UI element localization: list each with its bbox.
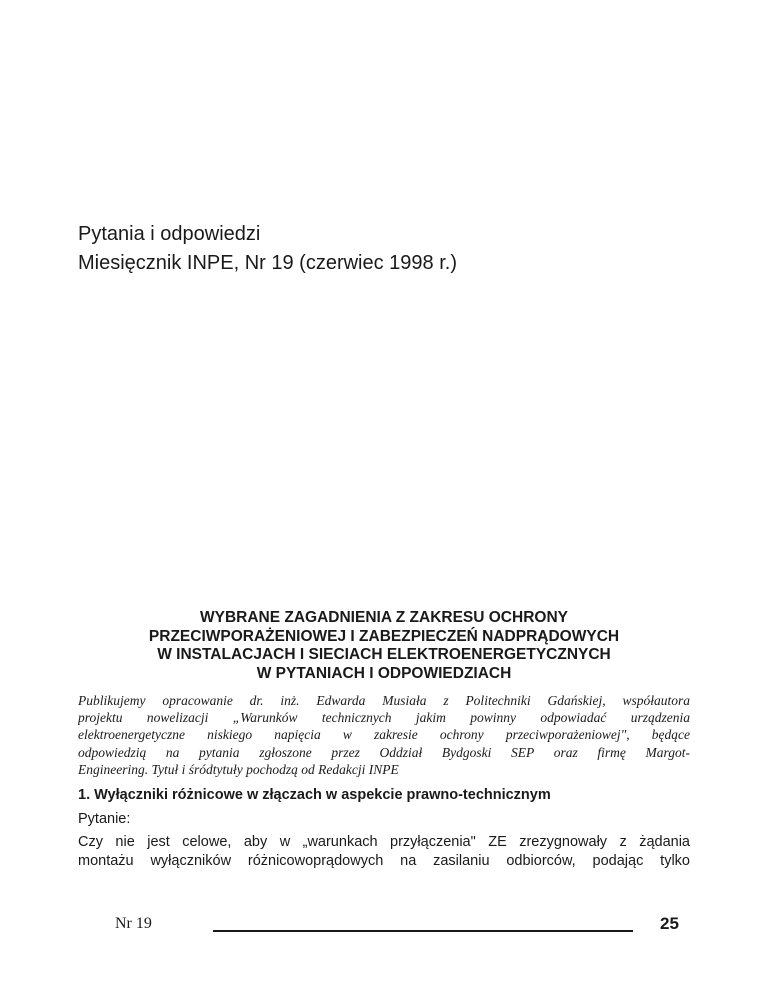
header-line-2: Miesięcznik INPE, Nr 19 (czerwiec 1998 r.): [78, 252, 458, 274]
page-header: [78, 220, 457, 278]
section-heading: 1. Wyłączniki różnicowe w złączach w aspekcie prawno-technicznym: [78, 787, 551, 803]
intro-line: projektu nowelizacji „Warunków technicznych jakim powinny odpowiadać urządzenia: [78, 710, 690, 726]
question-line: Czy nie jest celowe, aby w „warunkach przyłączenia" ZE zrezygnowały z żądania: [78, 834, 690, 850]
intro-line: odpowiedzią na pytania zgłoszone przez Oddział Bydgoski SEP oraz firmę Margot-: [78, 744, 690, 760]
title-line: W INSTALACJACH I SIECIACH ELEKTROENERGETYCZNYCH: [157, 646, 611, 663]
intro-line: Publikujemy opracowanie dr. inż. Edwarda Musiała z Politechniki Gdańskiej, współautora: [78, 693, 690, 708]
question-label: Pytanie:: [78, 811, 131, 827]
intro-line: Engineering. Tytuł i śródtytuły pochodzą od Redakcji INPE: [78, 761, 399, 777]
footer-issue-number: Nr 19: [115, 915, 152, 932]
page-number: 25: [660, 914, 679, 933]
title-line: W PYTANIACH I ODPOWIEDZIACH: [256, 664, 512, 682]
title-line: PRZECIWPORAŻENIOWEJ I ZABEZPIECZEŃ NADPRĄDOWYCH: [148, 627, 620, 645]
header-line-1: Pytania i odpowiedzi: [78, 223, 261, 245]
question-paragraph: [78, 833, 690, 871]
intro-line: elektroenergetyczne niskiego napięcia w zakresie ochrony przeciwporażeniowej", będące: [78, 727, 690, 743]
intro-paragraph: [78, 692, 690, 778]
title-line: WYBRANE ZAGADNIENIA Z ZAKRESU OCHRONY: [200, 609, 568, 626]
footer-rule: [213, 930, 633, 932]
article-title: [60, 609, 708, 683]
question-line: montażu wyłączników różnicowoprądowych na zasilaniu odbiorców, podając tylko: [78, 853, 690, 869]
